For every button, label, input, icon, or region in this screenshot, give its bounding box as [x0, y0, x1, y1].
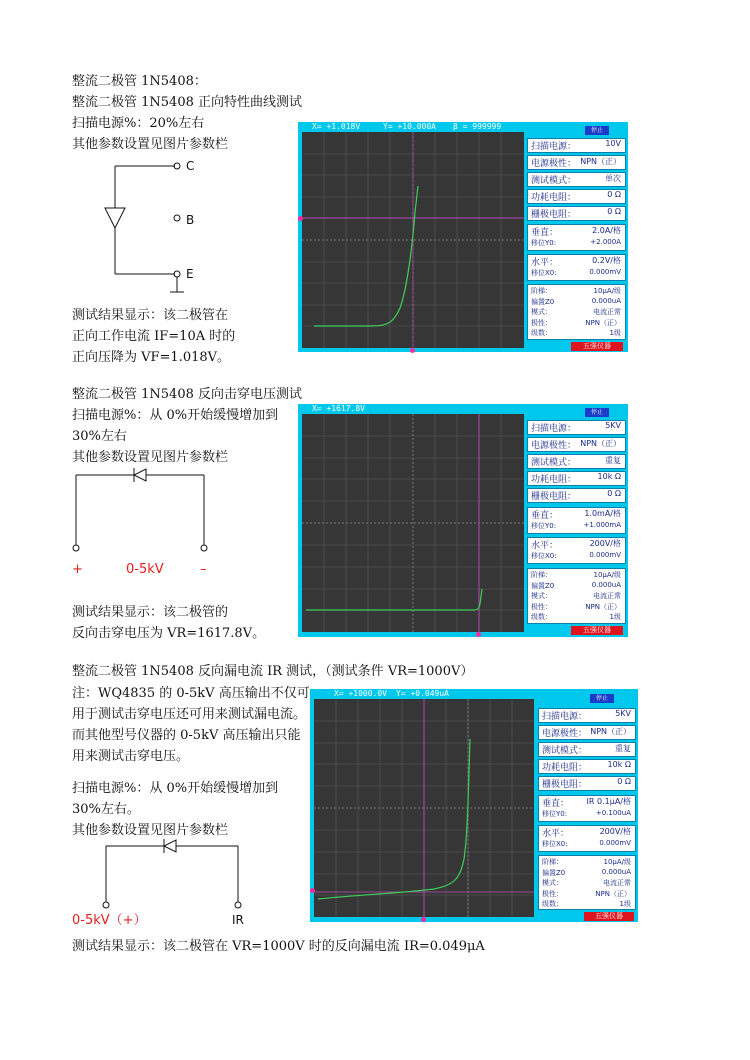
param-row: 功耗电阻： 10k Ω: [538, 759, 636, 774]
stop-button[interactable]: 停止: [585, 126, 609, 135]
x-readout: X= +1.018V: [312, 122, 361, 131]
horizontal-group: 水平： 200V/格 移位X0: 0.000mV: [527, 537, 626, 564]
x-marker: [476, 632, 481, 637]
param-row: 测试模式： 单次: [527, 172, 626, 187]
terminal-b-label: B: [186, 213, 195, 227]
section2-scan-power-cont: 30%左右: [72, 429, 127, 444]
vertical-group: 垂直： 2.0A/格 移位Y0: +2.000A: [527, 224, 626, 251]
param-row: 扫描电源： 10V: [527, 138, 626, 153]
step-group: 阶梯： 10μA/级 偏置Z0 0.000uA 模式： 电流正常 极性： NPN（正） 级数： 1级: [527, 568, 626, 624]
ir-terminal-label: IR: [232, 913, 244, 927]
scope-grid-and-trace: [302, 414, 524, 632]
param-row: 功耗电阻： 10k Ω: [527, 471, 626, 486]
param-row: 扫描电源： 5KV: [527, 420, 626, 435]
terminal-c-label: C: [186, 159, 195, 173]
section1-result-line1: 测试结果显示：该二极管在: [72, 308, 229, 323]
section1-params-note: 其他参数设置见图片参数栏: [72, 137, 229, 152]
section3-result: 测试结果显示：该二极管在 VR=1000V 时的反向漏电流 IR=0.049μA: [72, 939, 485, 954]
param-panel: [538, 691, 636, 920]
voltage-range-label: 0-5kV: [126, 562, 164, 577]
scope-screen: [314, 699, 534, 917]
scope-screenshot-forward: [298, 122, 628, 352]
stop-button[interactable]: 停止: [590, 694, 614, 703]
y-marker: [298, 216, 303, 221]
section2-params-note: 其他参数设置见图片参数栏: [72, 450, 229, 465]
section3-note-line3: 而其他型号仪器的 0-5kV 高压输出只能: [72, 728, 301, 743]
beta-readout: β = 999999: [453, 122, 502, 131]
scope-screen: [302, 414, 524, 632]
section3-title: 整流二极管 1N5408 反向漏电流 IR 测试，（测试条件 VR=1000V）: [72, 664, 474, 679]
param-row: 扫描电源： 5KV: [538, 708, 636, 723]
param-panel: [527, 124, 626, 350]
scope-screenshot-leakage: [310, 689, 638, 922]
step-group: 阶梯： 10μA/级 偏置Z0 0.000uA 模式： 电流正常 极性： NPN（正） 级数： 1级: [527, 284, 626, 340]
y-marker: [310, 888, 315, 893]
section2-result-line1: 测试结果显示：该二极管的: [72, 605, 229, 620]
x-readout: X= +1617.8V: [312, 404, 365, 413]
param-row: 电源极性： NPN（正）: [538, 725, 636, 740]
plus-terminal: +: [72, 562, 83, 577]
section1-result-line3: 正向压降为 VF=1.018V。: [72, 350, 231, 365]
terminal-e-label: E: [186, 267, 194, 281]
param-panel: [527, 406, 626, 635]
hv-terminal-label: 0-5kV（+）: [72, 913, 147, 928]
param-row: 测试模式： 重复: [538, 742, 636, 757]
brand-label: 五强仪器: [571, 342, 623, 351]
param-row: 电源极性： NPN（正）: [527, 437, 626, 452]
section3-scan-power-cont: 30%左右。: [72, 802, 140, 817]
stop-button[interactable]: 停止: [585, 408, 609, 417]
scope-grid-and-trace: [314, 699, 534, 917]
minus-terminal: –: [200, 562, 207, 577]
section2-result-line2: 反向击穿电压为 VR=1617.8V。: [72, 626, 266, 641]
vertical-group: 垂直： IR 0.1μA/格 移位Y0: +0.100uA: [538, 795, 636, 822]
section3-scan-power: 扫描电源%：从 0%开始缓慢增加到: [72, 781, 279, 796]
x-readout: X= +1000.0V: [334, 689, 387, 698]
section3-note-line4: 用来测试击穿电压。: [72, 749, 190, 764]
param-row: 栅极电阻： 0 Ω: [527, 206, 626, 221]
section2-scan-power: 扫描电源%：从 0%开始缓慢增加到: [72, 408, 279, 423]
x-marker: [421, 917, 426, 922]
section1-result-line2: 正向工作电流 IF=10A 时的: [72, 329, 236, 344]
x-marker: [410, 348, 415, 353]
scope-screen: [302, 132, 524, 348]
scope-grid-and-trace: [302, 132, 524, 348]
section1-scan-power: 扫描电源%：20%左右: [72, 116, 205, 131]
step-group: 阶梯： 10μA/级 偏置Z0 0.000uA 模式： 电流正常 极性： NPN（正） 级数： 1级: [538, 855, 636, 910]
reverse-breakdown-circuit: [70, 465, 215, 555]
section1-subtitle: 整流二极管 1N5408 正向特性曲线测试: [72, 95, 302, 110]
horizontal-group: 水平： 0.2V/格 移位X0: 0.000mV: [527, 254, 626, 281]
scope-screenshot-breakdown: [298, 404, 628, 637]
section3-params-note: 其他参数设置见图片参数栏: [72, 823, 229, 838]
brand-label: 五强仪器: [571, 626, 623, 635]
param-row: 功耗电阻： 0 Ω: [527, 189, 626, 204]
param-row: 栅极电阻： 0 Ω: [527, 488, 626, 503]
horizontal-group: 水平： 200V/格 移位X0: 0.000mV: [538, 825, 636, 852]
vertical-group: 垂直： 1.0mA/格 移位Y0: +1.000mA: [527, 507, 626, 534]
section3-note-line2: 用于测试击穿电压还可用来测试漏电流。: [72, 707, 307, 722]
section2-title: 整流二极管 1N5408 反向击穿电压测试: [72, 387, 302, 402]
leakage-circuit: [96, 836, 246, 916]
param-row: 电源极性： NPN（正）: [527, 155, 626, 170]
brand-label: 五强仪器: [584, 912, 634, 921]
breakdown-curve: [306, 589, 482, 610]
section3-note-line1: 注：WQ4835 的 0-5kV 高压输出不仅可: [72, 686, 310, 701]
leakage-curve: [318, 739, 470, 899]
y-readout: Y= +10.000A: [383, 122, 436, 131]
param-row: 栅极电阻： 0 Ω: [538, 776, 636, 791]
section1-title: 整流二极管 1N5408：: [72, 74, 207, 89]
y-readout: Y= +0.049uA: [396, 689, 449, 698]
param-row: 测试模式： 重复: [527, 454, 626, 469]
